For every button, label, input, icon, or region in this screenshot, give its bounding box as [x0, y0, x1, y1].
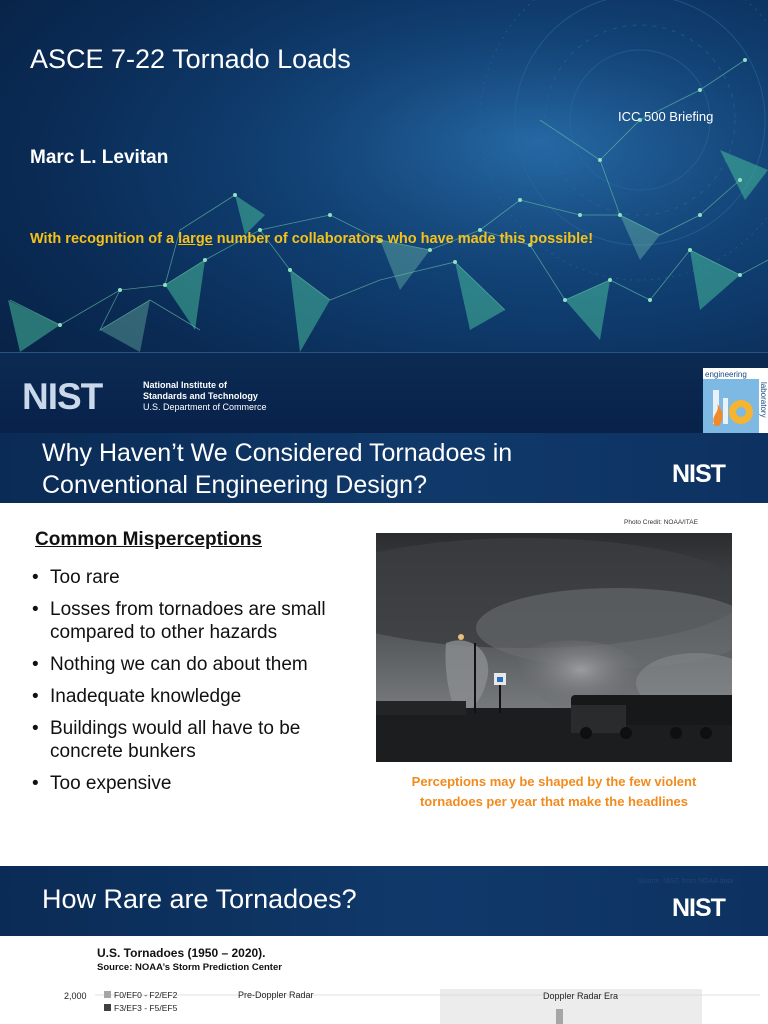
misperception-item: • Buildings would all have to be concrete bunkers: [30, 717, 330, 763]
misperception-item: • Inadequate knowledge: [30, 685, 330, 708]
nist-org-line3: U.S. Department of Commerce: [143, 402, 267, 412]
chart-title: U.S. Tornadoes (1950 – 2020).: [97, 946, 266, 960]
tornado-count-chart: [0, 976, 768, 1024]
recognition-text-after: number of collaborators who have made this possible!: [212, 231, 594, 247]
annotation-doppler-era: Doppler Radar Era: [543, 991, 619, 1001]
nist-header-logo-text: NIST: [672, 894, 725, 920]
recognition-note: [30, 231, 593, 247]
misperceptions-slide-title: [42, 437, 512, 501]
nist-wordmark: [22, 378, 137, 414]
recognition-text-before: With recognition of a: [30, 231, 179, 247]
tornado-chart-area: [0, 936, 768, 1024]
lab-logo-top-text: engineering: [705, 370, 747, 379]
nist-wordmark-text: NIST: [22, 378, 103, 414]
nist-org-line2: Standards and Technology: [143, 391, 258, 401]
engineering-laboratory-logo: [703, 368, 768, 433]
chart-subtitle: Source: NOAA’s Storm Prediction Center: [97, 962, 282, 973]
y-tick-label: 2,000: [64, 991, 87, 1001]
legend-swatch-strong: [104, 1004, 111, 1011]
recognition-text-underlined: large: [178, 231, 213, 247]
legend-label-strong: F3/EF3 - F5/EF5: [114, 1003, 178, 1013]
misperception-item: • Nothing we can do about them: [30, 653, 330, 676]
photo-caption-line2: tornadoes per year that make the headlines: [419, 794, 689, 809]
title-slide: [0, 0, 768, 433]
legend-label-weak: F0/EF0 - F2/EF2: [114, 990, 178, 1000]
presentation-title: ASCE 7-22 Tornado Loads: [30, 44, 351, 74]
source-note: Source: NIST, from NOAA data: [637, 878, 734, 885]
misperceptions-list: [30, 566, 330, 804]
briefing-label: ICC 500 Briefing: [618, 109, 714, 124]
misperceptions-title-line2: Conventional Engineering Design?: [42, 471, 427, 499]
annotation-pre-doppler: Pre-Doppler Radar: [238, 990, 314, 1000]
tornado-photo: [376, 533, 732, 762]
misperceptions-heading: Common Misperceptions: [35, 529, 262, 550]
tornado-rarity-slide-title: How Rare are Tornadoes?: [42, 884, 357, 914]
misperception-item: • Losses from tornadoes are small compared to other hazards: [30, 598, 330, 644]
lab-logo-side-text: laboratory: [759, 382, 768, 418]
tornado-rarity-slide-header: [0, 866, 768, 936]
misperceptions-title-line1: Why Haven’t We Considered Tornadoes in: [42, 439, 513, 467]
photo-caption: [376, 772, 732, 812]
photo-credit: Photo Credit: NOAA/ITAE: [624, 519, 698, 526]
nist-logo: [22, 378, 282, 414]
misperceptions-slide-body: [0, 503, 768, 866]
author-name: Marc L. Levitan: [30, 147, 169, 168]
nist-header-logo: [672, 894, 747, 920]
misperception-item: • Too rare: [30, 566, 330, 589]
nist-org-line1: National Institute of: [143, 380, 227, 390]
misperception-item: • Too expensive: [30, 772, 330, 795]
legend-swatch-weak: [104, 991, 111, 998]
bar-partial: [556, 1009, 563, 1024]
nist-header-logo-text: NIST: [672, 460, 725, 486]
photo-caption-line1: Perceptions may be shaped by the few violent: [411, 774, 697, 789]
misperceptions-slide-header: [0, 433, 768, 503]
nist-header-logo: [672, 460, 747, 486]
nist-org-name: [143, 380, 267, 413]
